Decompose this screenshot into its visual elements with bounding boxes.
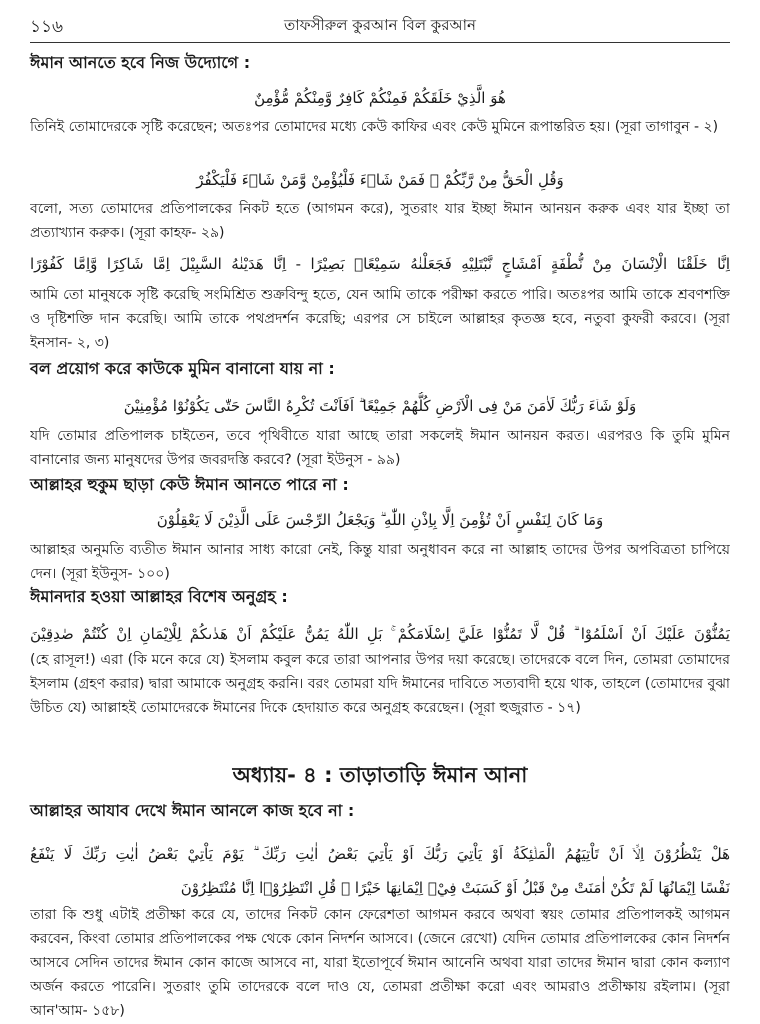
section-heading: ঈমান আনতে হবে নিজ উদ্যোগে : (30, 53, 251, 72)
section-heading: ঈমানদার হওয়া আল্লাহর বিশেষ অনুগ্রহ : (30, 587, 288, 606)
arabic-verse: هَلْ يَنْظُرُوْنَ اِلَّاۤ اَنْ تَاْتِيَهُمُ الْمَلٰۤئِكَةُ اَوْ يَاْتِيَ رَبُّكَ اَوْ يَاْتِيَ بَعْضُ اٰيٰتِ رَبِّكَ ۗ يَوْمَ يَاْتِيْ بَعْضُ اٰيٰتِ رَبِّكَ لَا يَنْفَعُ (30, 845, 730, 863)
arabic-verse: وَقُلِ الْحَقُّ مِنْ رَّبِّكُمْ ۗ فَمَنْ شَاۤءَ فَلْيُؤْمِنْ وَّمَنْ شَاۤءَ فَلْيَكْفُرْ (196, 171, 564, 189)
running-title: তাফসীরুল কুরআন বিল কুরআন (284, 16, 476, 34)
header-rule (30, 42, 730, 43)
translation-text: (হে রাসূল!) এরা (কি মনে করে যে) ইসলাম কবুল করে তারা আপনার উপর দয়া করেছে। তাদেরকে বলে দিন, তোমরা তোমাদের ইসলাম (গ্রহণ করার) দ্বারা আমাকে অনুগ্রহ করনি। বরং তোমরা যদি ঈমানের দাবিতে সত্যবাদী হয়ে থাক, তাহলে (তোমাদের বুঝা উচিত যে) আল্লাহই তোমাদেরকে ঈমানের দিকে হেদায়াত করে অনুগ্রহ করেছেন। (সূরা হুজুরাত - ১৭) (30, 652, 730, 716)
arabic-verse: يَمُنُّوْنَ عَلَيْكَ اَنْ اَسْلَمُوْا ۗ قُلْ لَّا تَمُنُّوْا عَلَيَّ اِسْلَامَكُمْ ۚ بَلِ اللّٰهُ يَمُنُّ عَلَيْكُمْ اَنْ هَدٰىكُمْ لِلْاِيْمَانِ اِنْ كُنْتُمْ صٰدِقِيْنَ (30, 625, 730, 643)
translation-text: আল্লাহর অনুমতি ব্যতীত ঈমান আনার সাধ্য কারো নেই, কিন্তু যারা অনুধাবন করে না আল্লাহ তাদের উপর অপবিত্রতা চাপিয়ে দেন। (সূরা ইউনুস- ১০০) (30, 542, 730, 582)
section-heading: আল্লাহর আযাব দেখে ঈমান আনলে কাজ হবে না : (30, 801, 355, 820)
arabic-verse: اِنَّا خَلَقْنَا الْاِنْسَانَ مِنْ نُّطْفَةٍ اَمْشَاجٍ نَّبْتَلِيْهِ فَجَعَلْنٰهُ سَمِيْعًاۢ بَصِيْرًا - اِنَّا هَدَيْنٰهُ السَّبِيْلَ اِمَّا شَاكِرًا وَّاِمَّا كَفُوْرًا (30, 255, 730, 273)
section-heading: আল্লাহর হুকুম ছাড়া কেউ ঈমান আনতে পারে না : (30, 475, 349, 494)
arabic-verse: نَفْسًا اِيْمَانُهَا لَمْ تَكُنْ اٰمَنَتْ مِنْ قَبْلُ اَوْ كَسَبَتْ فِيْۤ اِيْمَانِهَا خَيْرًا ۗ قُلِ انْتَظِرُوْۤا اِنَّا مُنْتَظِرُوْنَ (180, 879, 730, 897)
page-header (30, 14, 730, 40)
arabic-verse: وَلَوْ شَاۤءَ رَبُّكَ لَاٰمَنَ مَنْ فِى الْاَرْضِ كُلُّهُمْ جَمِيْعًا ۗ اَفَاَنْتَ تُكْرِهُ النَّاسَ حَتّٰى يَكُوْنُوْا مُؤْمِنِيْنَ (123, 397, 637, 415)
arabic-verse: هُوَ الَّذِيْ خَلَقَكُمْ فَمِنْكُمْ كَافِرٌ وَّمِنْكُمْ مُّؤْمِنٌ (254, 89, 506, 107)
arabic-verse: وَمَا كَانَ لِنَفْسٍ اَنْ تُؤْمِنَ اِلَّا بِاِذْنِ اللّٰهِ ۗ وَيَجْعَلُ الرِّجْسَ عَلَى الَّذِيْنَ لَا يَعْقِلُوْنَ (156, 511, 604, 529)
section-heading: বল প্রয়োগ করে কাউকে মুমিন বানানো যায় না : (30, 359, 335, 378)
chapter-title: অধ্যায়- ৪ : তাড়াতাড়ি ঈমান আনা (232, 763, 528, 787)
translation-text: তারা কি শুধু এটাই প্রতীক্ষা করে যে, তাদের নিকট কোন ফেরেশতা আগমন করবে অথবা স্বয়ং তোমার প্রতিপালকই আগমন করবেন, কিংবা তোমার প্রতিপালকের পক্ষ থেকে কোন নিদর্শন আসবে। (জেনে রেখো) যেদিন তোমার প্রতিপালকের কোন নিদর্শন আসবে সেদিন তাদের ঈমান কোন কাজে আসবে না, যারা ইতোপূর্বে ঈমান আনেনি অথবা যারা তাদের ঈমান দ্বারা কোন কল্যাণ অর্জন করতে পারেনি। সুতরাং তুমি তাদেরকে বলে দাও যে, তোমরা প্রতীক্ষা করো এবং আমরাও প্রতীক্ষায় রইলাম। (সূরা আন'আম- ১৫৮) (30, 907, 730, 1019)
translation-text: তিনিই তোমাদেরকে সৃষ্টি করেছেন; অতঃপর তোমাদের মধ্যে কেউ কাফির এবং কেউ মুমিনে রূপান্তরিত হয়। (সূরা তাগাবুন - ২) (30, 119, 719, 135)
translation-text: আমি তো মানুষকে সৃষ্টি করেছি সংমিশ্রিত শুক্রবিন্দু হতে, যেন আমি তাকে পরীক্ষা করতে পারি। অতঃপর আমি তাকে শ্রবণশক্তি ও দৃষ্টিশক্তি দান করেছি। আমি তাকে পথপ্রদর্শন করেছি; এরপর সে চাইলে আল্লাহর কৃতজ্ঞ হবে, নতুবা কুফরী করবে। (সূরা ইনসান- ২, ৩) (30, 287, 730, 351)
translation-text: বলো, সত্য তোমাদের প্রতিপালকের নিকট হতে (আগমন করে), সুতরাং যার ইচ্ছা ঈমান আনয়ন করুক এবং যার ইচ্ছা তা প্রত্যাখ্যান করুক। (সূরা কাহফ- ২৯) (30, 201, 730, 241)
page-number: ১১৬ (30, 17, 64, 37)
translation-text: যদি তোমার প্রতিপালক চাইতেন, তবে পৃথিবীতে যারা আছে তারা সকলেই ঈমান আনয়ন করত। এরপরও কি তুমি মুমিন বানানোর জন্য মানুষদের উপর জবরদস্তি করবে? (সূরা ইউনুস - ৯৯) (30, 428, 730, 468)
